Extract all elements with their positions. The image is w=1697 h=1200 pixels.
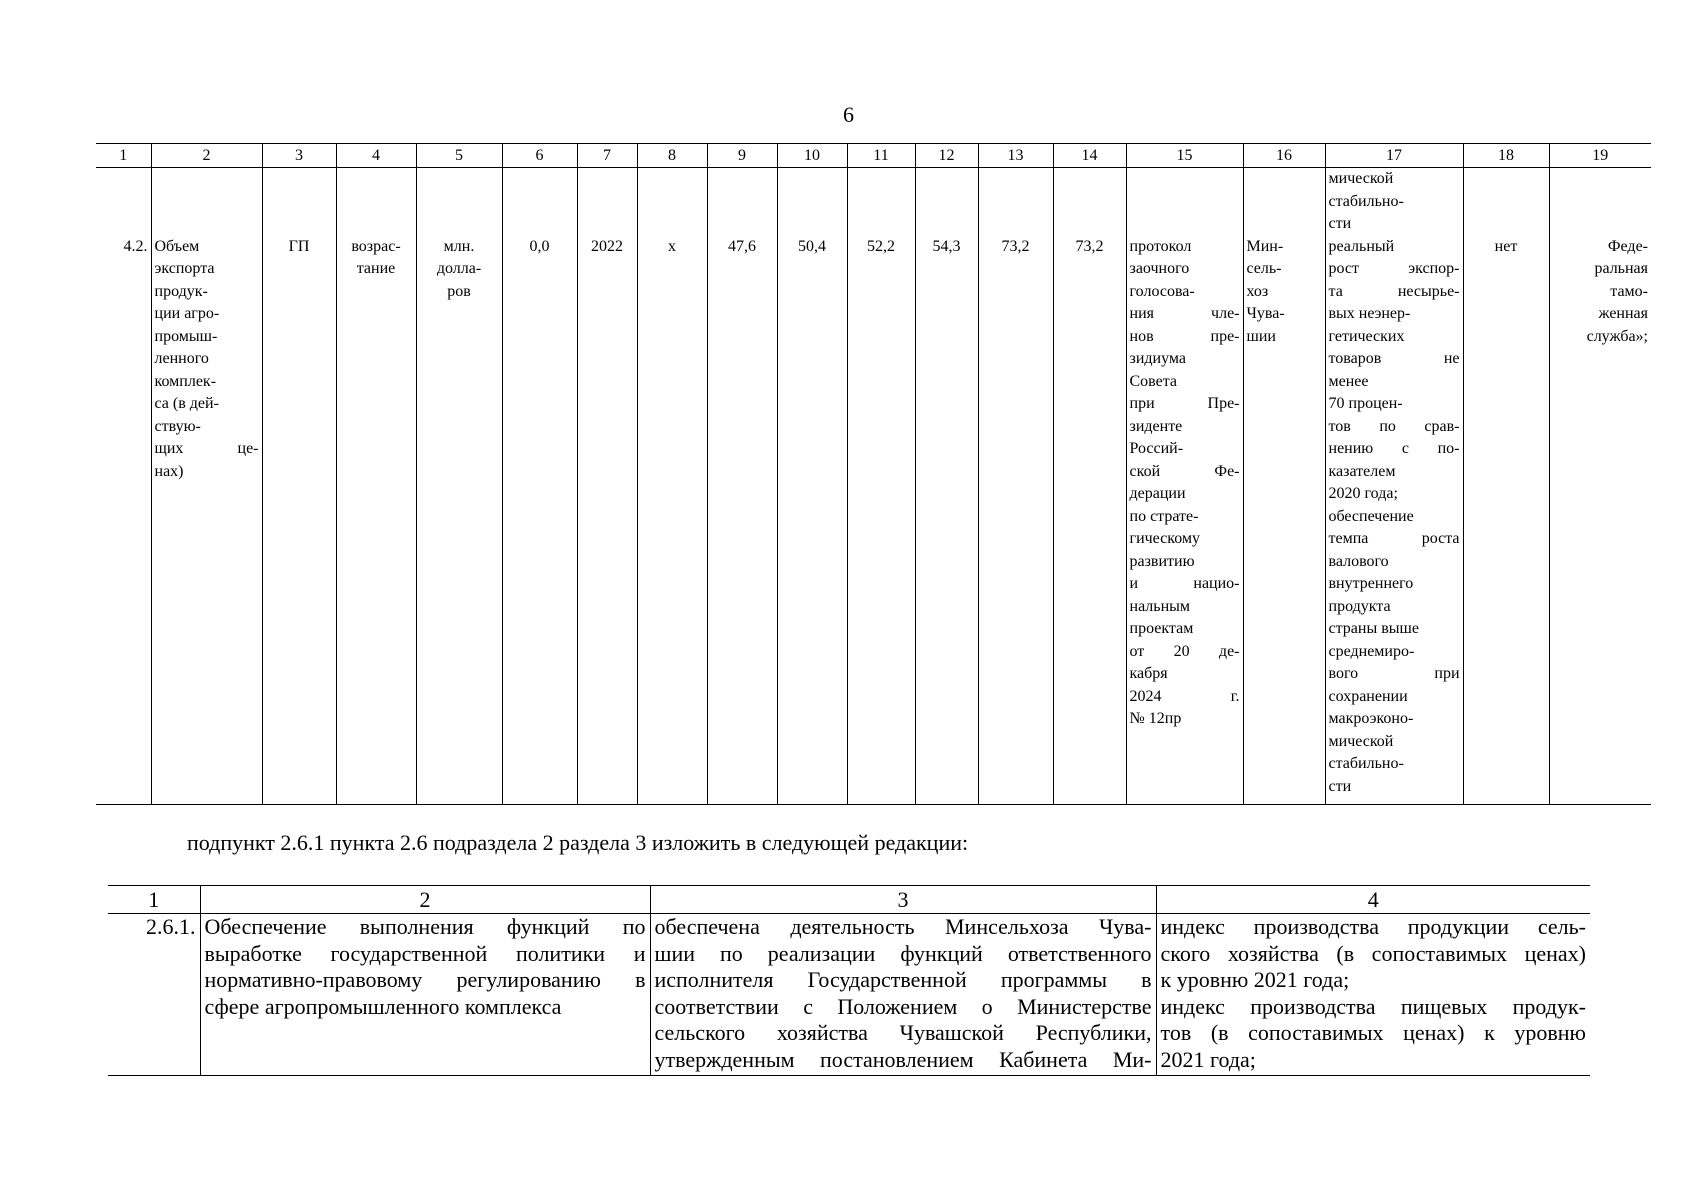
header-cell: 16 bbox=[1243, 144, 1325, 168]
value-cell: 73,2 bbox=[1053, 236, 1126, 805]
text-line: макроэконо- bbox=[1328, 710, 1414, 727]
text-line: ральная bbox=[1594, 260, 1648, 277]
text-line: выработке государственной политики и bbox=[204, 940, 646, 966]
header-cell: 4 bbox=[1156, 886, 1590, 914]
text-line: женная bbox=[1598, 305, 1648, 322]
text-line: 2024 г. bbox=[1129, 687, 1240, 705]
text-line: к уровню 2021 года; bbox=[1160, 967, 1350, 992]
text-line: тамо- bbox=[1610, 282, 1648, 300]
text-line: валового bbox=[1328, 552, 1389, 570]
amendment-instruction: подпункт 2.6.1 пункта 2.6 подраздела 2 раздела 3 изложить в следующей редакции: bbox=[187, 830, 969, 855]
text-line: тание bbox=[356, 260, 396, 277]
text-line: ния чле- bbox=[1129, 305, 1240, 322]
text-line: казателем bbox=[1328, 462, 1396, 480]
text-line: Россий- bbox=[1129, 440, 1184, 457]
text-line: са (в дей- bbox=[154, 395, 219, 412]
header-cell: 7 bbox=[577, 144, 637, 168]
table-row bbox=[108, 914, 1590, 1076]
value-cell: 73,2 bbox=[978, 236, 1053, 805]
header-cell: 8 bbox=[637, 144, 707, 168]
text-line: млн. bbox=[443, 237, 475, 255]
document-cell bbox=[1126, 236, 1243, 805]
direction-cell bbox=[336, 236, 416, 805]
text-line: вых неэнер- bbox=[1328, 305, 1411, 322]
value-cell: х bbox=[637, 236, 707, 805]
text-line: сель- bbox=[1246, 260, 1282, 277]
text-line: тов по срав- bbox=[1328, 417, 1460, 435]
indicator-type-cell: ГП bbox=[262, 236, 336, 805]
text-line: нов пре- bbox=[1129, 327, 1240, 345]
text-line: среднемиро- bbox=[1328, 642, 1415, 660]
header-cell: 6 bbox=[502, 144, 577, 168]
indicators-table bbox=[96, 143, 1651, 805]
text-line: мической bbox=[1328, 170, 1394, 187]
base-year-cell: 2022 bbox=[577, 236, 637, 805]
text-line: щих це- bbox=[154, 440, 259, 457]
text-line: Объем bbox=[154, 237, 200, 255]
value-cell: 47,6 bbox=[707, 236, 777, 805]
text-line: мической bbox=[1328, 732, 1394, 750]
text-line: дерации bbox=[1129, 485, 1186, 502]
header-cell: 1 bbox=[96, 144, 151, 168]
text-line: сохранении bbox=[1328, 687, 1408, 705]
text-line: та несырье- bbox=[1328, 282, 1460, 300]
text-line: долла- bbox=[436, 260, 482, 277]
indicators-cell bbox=[1156, 914, 1590, 1076]
text-line: внутреннего bbox=[1328, 575, 1414, 592]
text-line: ции агро- bbox=[154, 305, 220, 322]
header-cell: 1 bbox=[108, 886, 200, 914]
text-line: сти bbox=[1328, 215, 1352, 232]
text-line: 70 процен- bbox=[1328, 395, 1403, 412]
text-line: шии по реализации функций ответственного bbox=[654, 940, 1152, 966]
indicator-name-cell bbox=[151, 236, 262, 805]
row-number: 2.6.1. bbox=[108, 914, 200, 1076]
text-line: стабильно- bbox=[1328, 192, 1404, 210]
header-cell: 11 bbox=[847, 144, 915, 168]
text-line: менее bbox=[1328, 372, 1369, 390]
text-line: и нацио- bbox=[1129, 575, 1240, 592]
header-cell: 15 bbox=[1126, 144, 1243, 168]
header-cell: 13 bbox=[978, 144, 1053, 168]
text-line: ского хозяйства (в сопоставимых ценах) bbox=[1160, 940, 1586, 966]
text-line: зиденте bbox=[1129, 417, 1183, 435]
continuation-row bbox=[96, 168, 1651, 236]
row-number: 4.2. bbox=[96, 236, 151, 805]
text-line: ской Фе- bbox=[1129, 462, 1240, 480]
text-line: сти bbox=[1328, 777, 1352, 795]
text-line: нальным bbox=[1129, 597, 1191, 615]
text-line: при Пре- bbox=[1129, 395, 1240, 412]
text-line: служба»; bbox=[1586, 327, 1648, 345]
text-line: 2021 года; bbox=[1160, 1046, 1256, 1072]
header-cell: 10 bbox=[777, 144, 847, 168]
text-line: индекс производства пищевых продук- bbox=[1160, 993, 1586, 1019]
tasks-table bbox=[108, 885, 1590, 1076]
header-cell: 5 bbox=[416, 144, 502, 168]
text-line: вого при bbox=[1328, 665, 1460, 682]
text-line: промыш- bbox=[154, 327, 218, 345]
text-line: ров bbox=[447, 282, 471, 300]
text-line: шии bbox=[1246, 327, 1276, 345]
header-cell: 18 bbox=[1463, 144, 1549, 168]
text-line: индекс производства продукции сель- bbox=[1160, 914, 1586, 939]
text-line: соответствии с Положением о Министерстве bbox=[654, 993, 1152, 1019]
text-line: развитию bbox=[1129, 552, 1195, 570]
header-cell: 17 bbox=[1325, 144, 1463, 168]
text-line: Мин- bbox=[1246, 237, 1284, 255]
text-line: тов (в сопоставимых ценах) к уровню bbox=[1160, 1020, 1586, 1045]
text-line: Обеспечение выполнения функций по bbox=[204, 914, 646, 939]
unit-cell bbox=[416, 236, 502, 805]
text-line: ленного bbox=[154, 350, 209, 367]
header-cell: 9 bbox=[707, 144, 777, 168]
text-line: № 12пр bbox=[1129, 710, 1182, 727]
header-cell: 14 bbox=[1053, 144, 1126, 168]
page-number: 6 bbox=[843, 102, 854, 127]
text-line: обеспечена деятельность Минсельхоза Чува- bbox=[654, 914, 1152, 939]
text-line: протокол bbox=[1129, 237, 1192, 255]
goal-cell bbox=[1325, 236, 1463, 805]
text-line: темпа роста bbox=[1328, 530, 1460, 547]
header-cell: 3 bbox=[262, 144, 336, 168]
text-line: по страте- bbox=[1129, 507, 1199, 525]
value-cell: 50,4 bbox=[777, 236, 847, 805]
header-cell: 2 bbox=[151, 144, 262, 168]
table-header-row bbox=[108, 886, 1590, 914]
text-line: нормативно-правовому регулированию в bbox=[204, 967, 646, 992]
value-cell: 52,2 bbox=[847, 236, 915, 805]
text-line: голосова- bbox=[1129, 282, 1195, 300]
text-line: экспорта bbox=[154, 260, 215, 277]
text-line: исполнителя Государственной программы в bbox=[654, 967, 1152, 992]
text-line: реальный bbox=[1328, 237, 1395, 255]
header-cell: 12 bbox=[915, 144, 978, 168]
source-cell bbox=[1549, 236, 1651, 805]
base-value-cell: 0,0 bbox=[502, 236, 577, 805]
header-cell: 3 bbox=[650, 886, 1156, 914]
result-cell bbox=[650, 914, 1156, 1076]
text-line: страны выше bbox=[1328, 620, 1419, 637]
header-cell: 19 bbox=[1549, 144, 1651, 168]
value-cell: нет bbox=[1463, 236, 1549, 805]
text-line: обеспечение bbox=[1328, 507, 1414, 525]
text-line: продук- bbox=[154, 282, 208, 300]
text-line: нах) bbox=[154, 462, 184, 480]
text-line: Совета bbox=[1129, 372, 1178, 390]
text-line: от 20 де- bbox=[1129, 642, 1240, 660]
text-line: зидиума bbox=[1129, 350, 1186, 367]
table-row bbox=[96, 236, 1651, 805]
responsible-cell bbox=[1243, 236, 1325, 805]
text-line: сельского хозяйства Чувашской Республики, bbox=[654, 1020, 1152, 1045]
text-line: 2020 года; bbox=[1328, 485, 1398, 502]
text-line: Феде- bbox=[1607, 237, 1648, 255]
task-cell bbox=[200, 914, 650, 1076]
text-line: сфере агропромышленного комплекса bbox=[204, 993, 562, 1019]
text-line: стабильно- bbox=[1328, 755, 1404, 772]
text-line: нению с по- bbox=[1328, 440, 1460, 457]
value-cell: 54,3 bbox=[915, 236, 978, 805]
text-line: продукта bbox=[1328, 597, 1391, 615]
text-line: рост экспор- bbox=[1328, 260, 1460, 277]
text-line: товаров не bbox=[1328, 350, 1460, 367]
text-line: возрас- bbox=[351, 237, 401, 255]
text-line: утвержденным постановлением Кабинета Ми- bbox=[654, 1046, 1152, 1072]
continuation-goal-cell bbox=[1325, 168, 1463, 236]
text-line: Чува- bbox=[1246, 305, 1285, 322]
text-line: гическому bbox=[1129, 530, 1201, 547]
table-header-row bbox=[96, 144, 1651, 168]
text-line: хоз bbox=[1246, 282, 1269, 300]
text-line: проектам bbox=[1129, 620, 1194, 637]
text-line: ствую- bbox=[154, 417, 201, 435]
text-line: заочного bbox=[1129, 260, 1190, 277]
text-line: гетических bbox=[1328, 327, 1405, 345]
header-cell: 4 bbox=[336, 144, 416, 168]
header-cell: 2 bbox=[200, 886, 650, 914]
text-line: комплек- bbox=[154, 372, 217, 390]
text-line: кабря bbox=[1129, 665, 1168, 682]
